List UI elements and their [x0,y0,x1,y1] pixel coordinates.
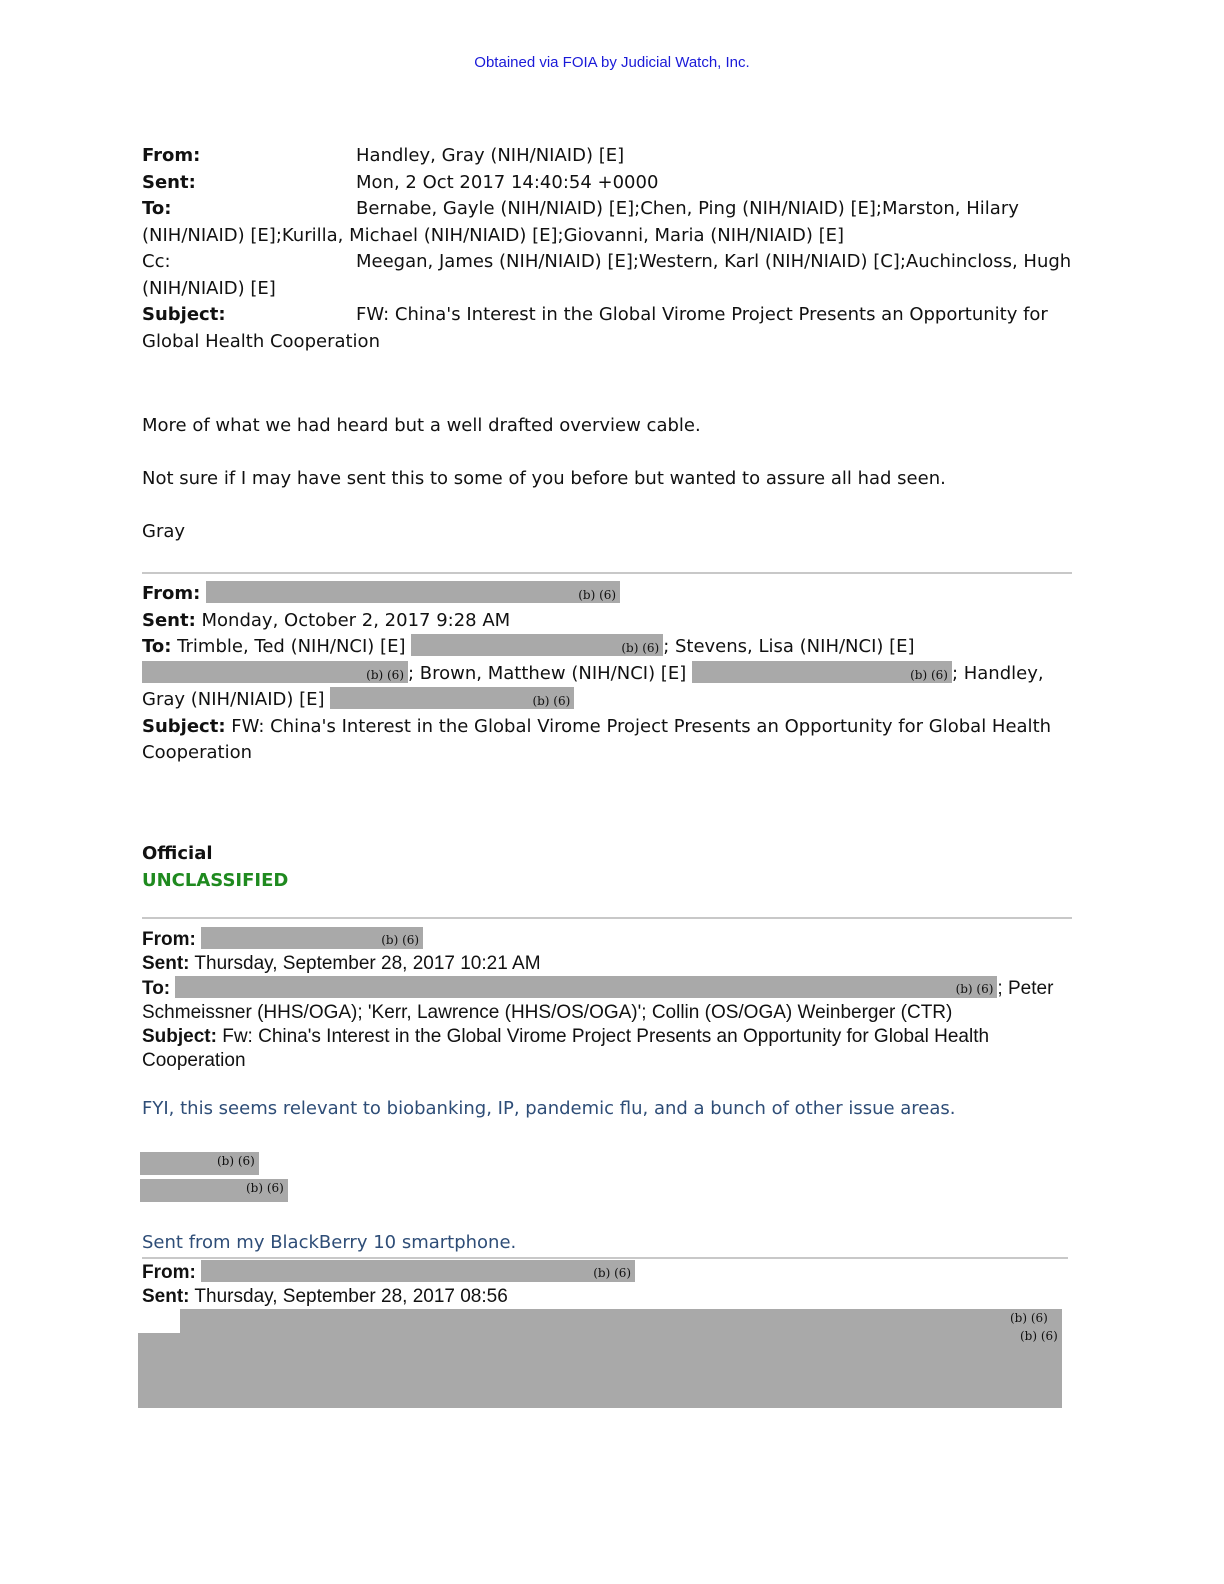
email3-to-row [142,976,1062,1001]
redaction [140,1152,259,1175]
email2-to-row [142,634,1062,661]
divider [142,917,1072,919]
redaction [201,927,423,949]
redaction-code: (b) (6) [217,1154,255,1168]
email3-to-row-2: Schmeissner (HHS/OGA); 'Kerr, Lawrence (HHS/OS/OGA)'; Collin (OS/OGA) Weinberger (CTR) [142,1002,953,1023]
subject-label: Subject: [142,304,226,325]
email3-header [142,927,1062,1073]
subject-label: Subject: [142,1026,217,1047]
email1-from-row [142,143,1082,170]
email1-to-row-cont: (NIH/NIAID) [E];Kurilla, Michael (NIH/NIAID) [E];Giovanni, Maria (NIH/NIAID) [E] [142,224,845,246]
redaction [330,687,574,709]
email2-from-row [142,581,1062,608]
to-value: ; Brown, Matthew (NIH/NCI) [E] [408,662,692,684]
divider [142,572,1072,574]
redaction [411,634,663,656]
from-label: From: [142,929,196,950]
email2-header [142,581,1062,767]
email1-cc-row-cont: (NIH/NIAID) [E] [142,277,276,299]
email2-to-row-2 [142,661,1062,688]
email1-header [142,143,1082,355]
redaction-code: (b) (6) [366,667,404,682]
email2-to-row-3 [142,687,1062,714]
email2-subject-row [142,714,1062,741]
redaction-code: (b) (6) [532,694,571,708]
email4-sent-row [142,1285,1062,1309]
redaction-code: (b) (6) [955,982,994,996]
subject-value: FW: China's Interest in the Global Virome Project Presents an Opportunity for [356,304,1048,325]
to-value: ; Stevens, Lisa (NIH/NCI) [E] [663,636,915,657]
email1-subject-row-cont: Global Health Cooperation [142,330,380,352]
official-label: Official [142,843,213,864]
to-value: Gray (NIH/NIAID) [E] [142,689,331,710]
from-label: From: [142,1262,196,1283]
cc-value: Meegan, James (NIH/NIAID) [E];Western, Karl (NIH/NIAID) [C];Auchincloss, Hugh [356,251,1072,272]
email1-body-line-1: More of what we had heard but a well drafted overview cable. [142,415,701,436]
redaction [201,1260,635,1282]
sent-label: Sent: [142,1286,190,1307]
email1-cc-row [142,249,1082,276]
email3-from-row [142,927,1062,952]
email3-body: FYI, this seems relevant to biobanking, IP, pandemic flu, and a bunch of other issue areas. [142,1098,956,1119]
redaction-notch [138,1309,180,1333]
sent-value: Mon, 2 Oct 2017 14:40:54 +0000 [356,171,659,193]
email1-subject-row [142,302,1082,329]
email2-subject-row-cont: Cooperation [142,742,253,763]
sent-label: Sent: [142,953,190,974]
divider [142,1257,1068,1259]
to-label: To: [142,636,172,657]
sent-label: Sent: [142,171,196,193]
sent-label: Sent: [142,609,196,631]
redaction-code: (b) (6) [578,588,617,602]
from-label: From: [142,145,201,166]
subject-value: Fw: China's Interest in the Global Virome Project Presents an Opportunity for Global Health [216,1026,990,1047]
to-value: ; Peter [997,978,1054,999]
redaction [175,976,997,998]
redaction [142,661,408,683]
email1-signature: Gray [142,521,186,542]
sent-value: Thursday, September 28, 2017 08:56 [189,1286,508,1307]
redaction [138,1309,1062,1408]
email4-from-row [142,1260,1062,1285]
to-value: ; Handley, [951,662,1044,684]
email3-subject-row [142,1025,1062,1049]
redaction-code: (b) (6) [1010,1311,1048,1325]
redaction [692,661,952,683]
subject-value: FW: China's Interest in the Global Virome Project Presents an Opportunity for Global Health [225,715,1052,737]
to-label: To: [142,198,172,219]
redaction [140,1179,288,1202]
redaction-code: (b) (6) [246,1181,284,1195]
email3-footer: Sent from my BlackBerry 10 smartphone. [142,1232,517,1253]
unclassified-label: UNCLASSIFIED [142,870,289,891]
to-value: Trimble, Ted (NIH/NCI) [E] [171,636,412,657]
redaction-code: (b) (6) [1020,1329,1058,1343]
to-label: To: [142,978,171,999]
email1-body-line-2: Not sure if I may have sent this to some of you before but wanted to assure all had seen. [142,468,946,489]
classification-block [142,840,288,894]
email1-sent-row [142,170,1082,197]
to-value: Bernabe, Gayle (NIH/NIAID) [E];Chen, Ping (NIH/NIAID) [E];Marston, Hilary [356,198,1019,219]
from-value: Handley, Gray (NIH/NIAID) [E] [356,145,625,166]
from-label: From: [142,583,201,604]
redaction-code: (b) (6) [381,933,420,947]
email3-subject-row-cont: Cooperation [142,1050,246,1071]
email2-sent-row [142,608,1062,635]
redaction-code: (b) (6) [593,1266,632,1280]
subject-label: Subject: [142,715,226,737]
redaction-code: (b) (6) [910,667,948,682]
foia-watermark: Obtained via FOIA by Judicial Watch, Inc. [474,54,750,71]
redaction-code: (b) (6) [621,641,660,655]
sent-value: Thursday, September 28, 2017 10:21 AM [189,953,541,974]
redaction [206,581,620,603]
email1-to-row [142,196,1082,223]
sent-value: Monday, October 2, 2017 9:28 AM [195,609,511,631]
email3-sent-row [142,952,1062,976]
cc-label: Cc: [142,251,171,272]
